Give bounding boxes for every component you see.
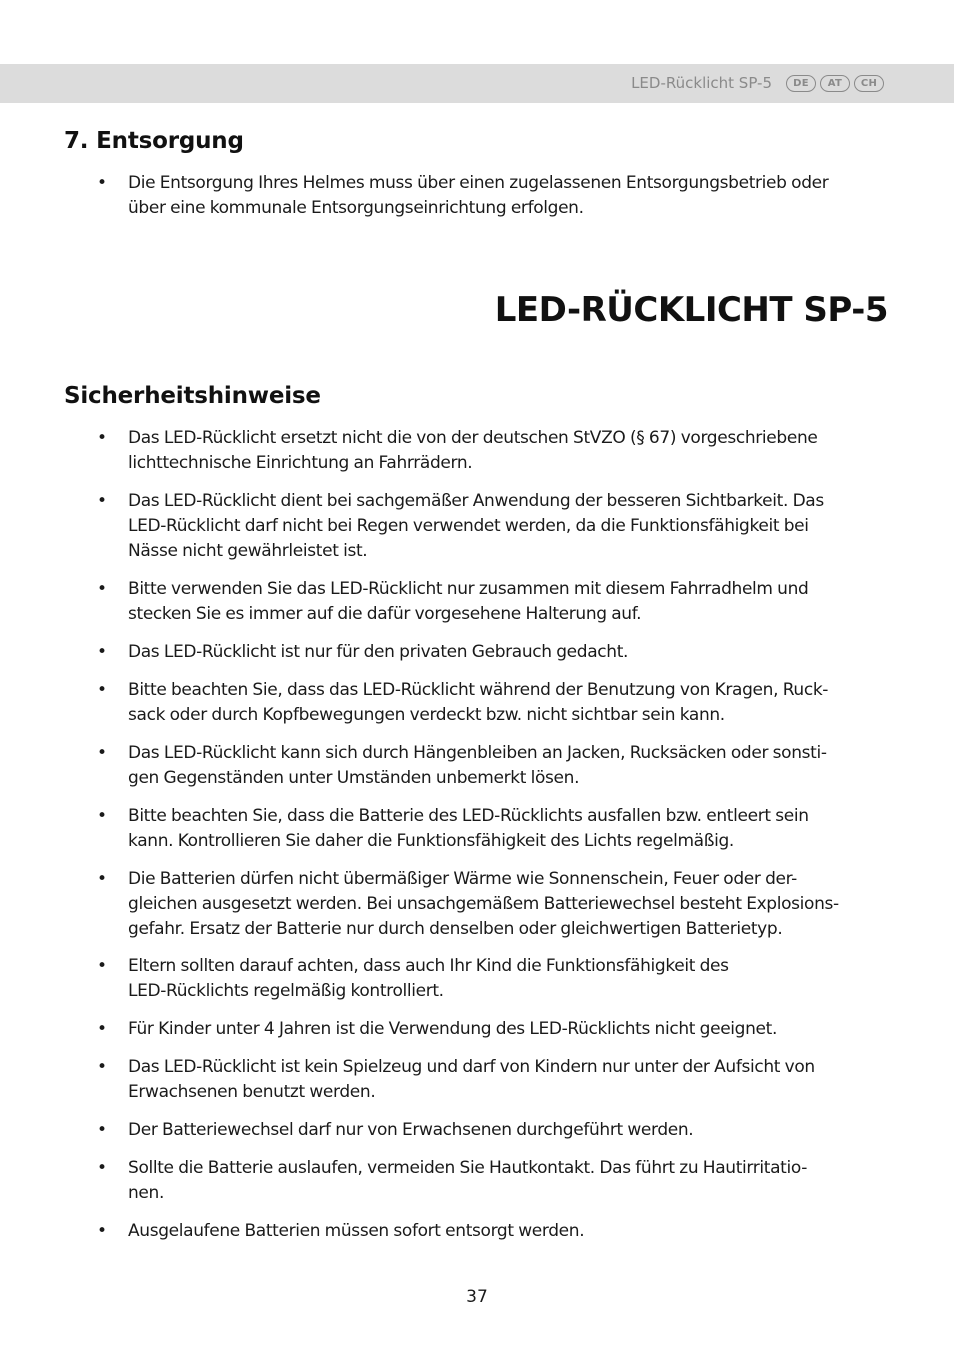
bullet-icon: • [97, 806, 108, 826]
bullet-icon: • [97, 642, 108, 662]
bullet-icon: • [97, 491, 108, 511]
country-badges [786, 75, 884, 92]
list-item-text: Die Entsorgung Ihres Helmes muss über einen zugelassenen Entsorgungsbetrieb oder über eine kommunale Entsorgungseinrichtung erfolgen. [128, 173, 829, 218]
bullet-icon: • [97, 1057, 108, 1077]
bullet-icon: • [97, 579, 108, 599]
safety-heading: Sicherheitshinweise [64, 383, 321, 409]
list-item-text: Die Batterien dürfen nicht übermäßiger Wärme wie Sonnenschein, Feuer oder der- gleichen ausgesetzt werden. Bei unsachgemäßem Batteriewechsel besteht Explosions- gefahr. Ersatz der Batterie nur durch denselben oder gleichwertigen Batterietyp. [128, 869, 839, 939]
bullet-icon: • [97, 743, 108, 763]
list-item-text: Der Batteriewechsel darf nur von Erwachsenen durchgeführt werden. [128, 1120, 694, 1140]
country-badge-at: AT [820, 75, 850, 92]
bullet-icon: • [97, 1019, 108, 1039]
page-title: LED-RÜCKLICHT SP-5 [494, 290, 888, 330]
list-item-text: Das LED-Rücklicht ist kein Spielzeug und darf von Kindern nur unter der Aufsicht von Erwachsenen benutzt werden. [128, 1057, 815, 1102]
country-badge-de: DE [786, 75, 816, 92]
list-item-text: Für Kinder unter 4 Jahren ist die Verwendung des LED-Rücklichts nicht geeignet. [128, 1019, 778, 1039]
bullet-icon: • [97, 1120, 108, 1140]
bullet-icon: • [97, 173, 108, 193]
list-item-text: Ausgelaufene Batterien müssen sofort entsorgt werden. [128, 1221, 585, 1241]
list-item-text: Das LED-Rücklicht ist nur für den privaten Gebrauch gedacht. [128, 642, 629, 662]
bullet-icon: • [97, 1158, 108, 1178]
page-number: 37 [466, 1287, 488, 1307]
header-title: LED-Rücklicht SP-5 [631, 74, 772, 92]
bullet-icon: • [97, 680, 108, 700]
list-item-text: Bitte beachten Sie, dass die Batterie des LED-Rücklichts ausfallen bzw. entleert sein kann. Kontrollieren Sie daher die Funktionsfähigkeit des Lichts regelmäßig. [128, 806, 809, 851]
disposal-heading: 7. Entsorgung [64, 128, 244, 154]
bullet-icon: • [97, 1221, 108, 1241]
list-item-text: Bitte beachten Sie, dass das LED-Rücklicht während der Benutzung von Kragen, Ruck- sack oder durch Kopfbewegungen verdeckt bzw. nicht sichtbar sein kann. [128, 680, 829, 725]
list-item-text: Sollte die Batterie auslaufen, vermeiden Sie Hautkontakt. Das führt zu Hautirritatio- nen. [128, 1158, 807, 1203]
bullet-icon: • [97, 956, 108, 976]
bullet-icon: • [97, 869, 108, 889]
list-item-text: Das LED-Rücklicht ersetzt nicht die von der deutschen StVZO (§ 67) vorgeschriebene lichttechnische Einrichtung an Fahrrädern. [128, 428, 818, 473]
list-item-text: Das LED-Rücklicht dient bei sachgemäßer Anwendung der besseren Sichtbarkeit. Das LED-Rücklicht darf nicht bei Regen verwendet werden, da die Funktionsfähigkeit bei Nässe nicht gewährleistet ist. [128, 491, 824, 561]
list-item-text: Das LED-Rücklicht kann sich durch Hängenbleiben an Jacken, Rucksäcken oder sonsti- gen Gegenständen unter Umständen unbemerkt lösen. [128, 743, 827, 788]
bullet-icon: • [97, 428, 108, 448]
list-item-text: Eltern sollten darauf achten, dass auch Ihr Kind die Funktionsfähigkeit des LED-Rücklichts regelmäßig kontrolliert. [128, 956, 729, 1001]
list-item-text: Bitte verwenden Sie das LED-Rücklicht nur zusammen mit diesem Fahrradhelm und stecken Sie es immer auf die dafür vorgesehene Halterung auf. [128, 579, 809, 624]
country-badge-ch: CH [854, 75, 884, 92]
